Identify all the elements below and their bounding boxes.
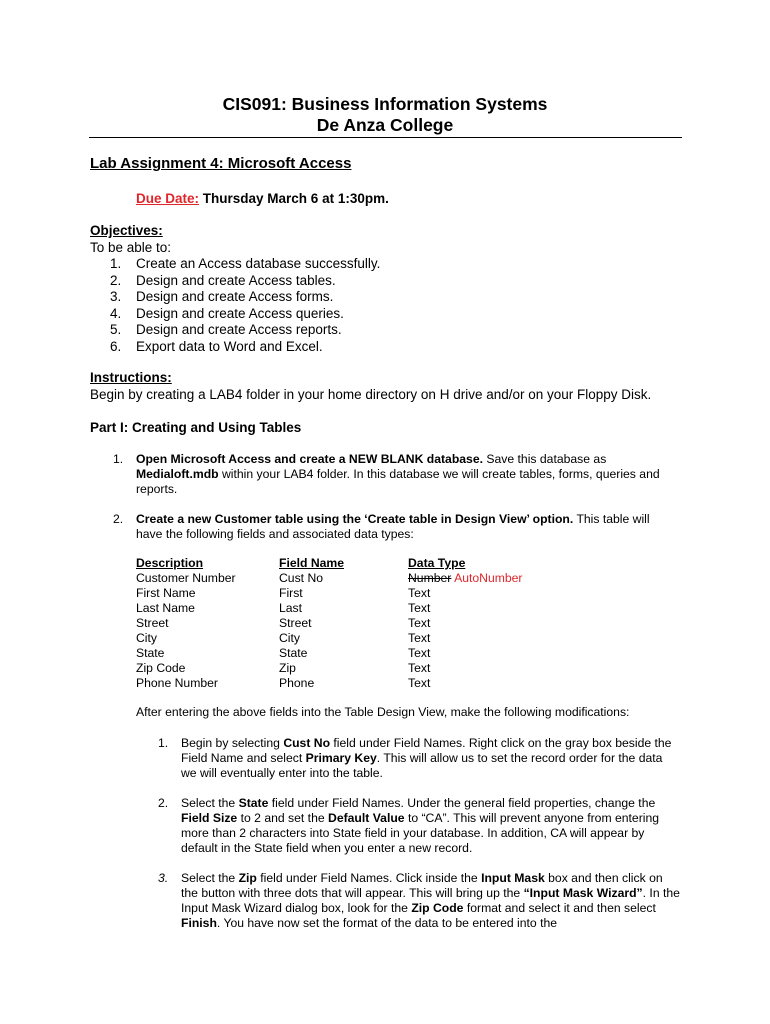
due-date-line	[136, 191, 389, 206]
instructions-text: Begin by creating a LAB4 folder in your home directory on H drive and/or on your Floppy Disk.	[90, 387, 652, 402]
objective-item	[110, 322, 380, 339]
modification-number: 3.	[158, 871, 169, 885]
cell-field-name: Phone	[279, 676, 315, 690]
modification-number: 1.	[158, 736, 169, 750]
part1-heading: Part I: Creating and Using Tables	[90, 420, 302, 435]
cell-field-name: Zip	[279, 661, 296, 675]
table-row	[136, 616, 558, 631]
objective-text: Design and create Access queries.	[136, 305, 344, 321]
cell-data-type: Text	[408, 601, 431, 615]
step1-text-2: within your LAB4 folder. In this database we will create tables, forms, queries and reports.	[136, 467, 660, 496]
header-divider	[89, 137, 682, 138]
modification-segment: field under Field Names. Click inside the	[256, 871, 482, 885]
objective-number: 4.	[110, 305, 122, 321]
cell-field-name: Last	[279, 601, 303, 615]
cell-data-type: Text	[408, 676, 431, 690]
table-row	[136, 586, 558, 601]
step2-number: 2.	[113, 512, 124, 526]
modification-text	[181, 871, 681, 931]
cell-description: Customer Number	[136, 571, 236, 585]
modification-number: 2.	[158, 796, 169, 810]
column-header-description: Description	[136, 556, 204, 570]
cell-description: State	[136, 646, 165, 660]
modification-keyword: Input Mask	[481, 871, 545, 885]
step1-bold-1: Open Microsoft Access and create a NEW BLANK database.	[136, 452, 483, 466]
objectives-list	[110, 256, 380, 355]
objective-text: Design and create Access reports.	[136, 322, 342, 337]
objective-text: Design and create Access forms.	[136, 289, 334, 304]
cell-description: Street	[136, 616, 169, 630]
objective-item	[110, 289, 380, 306]
modification-segment: format and select it and then select	[463, 901, 656, 915]
objective-number: 2.	[110, 272, 122, 288]
step1-text-1: Save this database as	[483, 452, 607, 466]
cell-data-type: Text	[408, 586, 431, 600]
modification-keyword: Cust No	[283, 736, 331, 750]
due-date-label: Due Date:	[136, 191, 200, 206]
cell-description: Last Name	[136, 601, 195, 615]
college-title: De Anza College	[316, 115, 454, 135]
modification-keyword: Field Size	[181, 811, 238, 825]
after-table-text: After entering the above fields into the Table Design View, make the following modifications:	[136, 705, 630, 719]
step1-bold-2: Medialoft.mdb	[136, 467, 219, 481]
modification-segment: to “CA”. This will prevent anyone from entering more than 2 characters into State field in your database. In addition, CA will appear by default in the State field when you enter a new record.	[181, 811, 660, 855]
cell-description: Phone Number	[136, 676, 218, 690]
cell-description: City	[136, 631, 157, 645]
data-type-old: Number	[408, 571, 452, 585]
modification-segment: . This will allow us to set the record order for the data we will eventually enter into the table.	[181, 751, 663, 780]
objective-text: Export data to Word and Excel.	[136, 338, 323, 354]
assignment-title: Lab Assignment 4: Microsoft Access	[90, 155, 352, 172]
cell-description: First Name	[136, 586, 196, 600]
table-row	[136, 646, 558, 661]
objective-text: Create an Access database successfully.	[136, 256, 381, 271]
cell-field-name: Cust No	[279, 571, 324, 585]
modification-keyword: Zip	[238, 871, 257, 885]
modification-keyword: “Input Mask Wizard”	[523, 886, 643, 900]
modification-segment: . You have now set the format of the data to be entered into the	[216, 916, 558, 930]
objective-number: 5.	[110, 322, 122, 337]
modification-keyword: State	[238, 796, 269, 810]
due-date-value: Thursday March 6 at 1:30pm.	[202, 191, 389, 206]
cell-field-name: City	[279, 631, 300, 645]
objective-item	[110, 306, 380, 323]
modification-segment: Begin by selecting	[181, 736, 284, 750]
step2-text	[136, 512, 676, 542]
table-row	[136, 676, 558, 691]
modification-keyword: Zip Code	[411, 901, 464, 915]
cell-data-type: Text	[408, 616, 431, 630]
cell-field-name: Street	[279, 616, 312, 630]
table-row	[136, 631, 558, 646]
column-header-data-type: Data Type	[408, 556, 466, 570]
modification-text	[181, 736, 681, 781]
objective-item	[110, 256, 380, 273]
modification-segment: field under Field Names. Right click on the gray box beside the Field Name and select	[181, 736, 672, 765]
column-header-field-name: Field Name	[279, 556, 345, 570]
objective-number: 3.	[110, 289, 122, 304]
table-row	[136, 571, 558, 586]
objective-number: 6.	[110, 338, 122, 354]
cell-field-name: State	[279, 646, 308, 660]
fields-table-body	[136, 571, 558, 691]
step2-text-1: This table will have the following fields and associated data types:	[136, 512, 650, 541]
data-type-new: AutoNumber	[454, 571, 523, 585]
modification-segment: Select the	[181, 796, 239, 810]
table-row	[136, 601, 558, 616]
cell-data-type: Text	[408, 631, 431, 645]
table-row	[136, 661, 558, 676]
course-title: CIS091: Business Information Systems	[222, 94, 548, 114]
objectives-intro: To be able to:	[90, 240, 172, 255]
cell-data-type	[408, 571, 558, 586]
step1-text	[136, 452, 666, 497]
cell-data-type: Text	[408, 646, 431, 660]
step2-bold-1: Create a new Customer table using the ‘Create table in Design View’ option.	[136, 512, 574, 526]
modification-keyword: Primary Key	[305, 751, 377, 765]
step1-number: 1.	[113, 452, 124, 466]
modification-segment: . In the Input Mask Wizard dialog box, look for the	[181, 886, 680, 915]
modification-keyword: Finish	[181, 916, 217, 930]
objective-text: Design and create Access tables.	[136, 272, 336, 288]
modification-keyword: Default Value	[328, 811, 405, 825]
modification-segment: field under Field Names. Under the general field properties, change the	[268, 796, 656, 810]
objectives-heading: Objectives:	[90, 223, 163, 238]
modification-segment: box and then click on the button with three dots that will appear. This will bring up the	[181, 871, 663, 900]
modification-segment: to 2 and set the	[237, 811, 329, 825]
objective-number: 1.	[110, 256, 122, 271]
instructions-heading: Instructions:	[90, 370, 172, 385]
cell-field-name: First	[279, 586, 303, 600]
modification-text	[181, 796, 681, 856]
modification-segment: Select the	[181, 871, 239, 885]
table-header-row	[136, 556, 558, 571]
cell-description: Zip Code	[136, 661, 186, 675]
objective-item	[110, 339, 380, 356]
fields-table	[136, 556, 558, 691]
cell-data-type: Text	[408, 661, 431, 675]
objective-item	[110, 273, 380, 290]
